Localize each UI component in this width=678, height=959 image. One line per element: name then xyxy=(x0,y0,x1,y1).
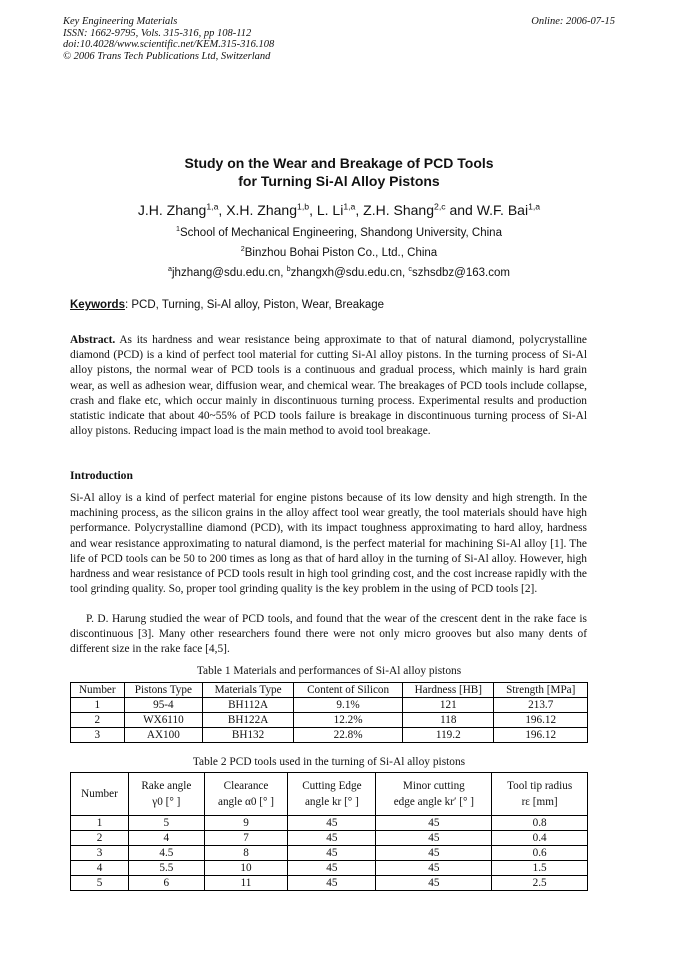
author-affil-sup: 1,b xyxy=(297,201,310,212)
copyright-line: © 2006 Trans Tech Publications Ltd, Switzerland xyxy=(63,50,271,62)
table-row xyxy=(71,846,588,861)
table-cell: 45 xyxy=(288,861,376,876)
author-affil-sup: 2,c xyxy=(434,201,446,212)
table-header-row xyxy=(71,683,588,698)
table-cell: 3 xyxy=(71,728,125,743)
email-sup: a xyxy=(168,265,172,274)
header-line-2: angle α0 [° ] xyxy=(218,796,274,808)
author-name: X.H. Zhang xyxy=(226,202,298,218)
table-cell: 4.5 xyxy=(128,846,204,861)
table-header-cell xyxy=(204,773,288,816)
email-list xyxy=(0,266,678,280)
header-line-1: Rake angle xyxy=(141,780,192,792)
table-cell: 45 xyxy=(376,831,492,846)
author-affil-sup: 1,a xyxy=(343,201,356,212)
table-row xyxy=(71,876,588,891)
table-cell: 45 xyxy=(376,876,492,891)
author-affil-sup: 1,a xyxy=(206,201,219,212)
table-cell: 0.8 xyxy=(492,816,588,831)
author xyxy=(363,202,445,218)
table-cell: 2 xyxy=(71,831,129,846)
table-cell: 2.5 xyxy=(492,876,588,891)
header-line-1: Cutting Edge xyxy=(302,780,362,792)
table-header-cell: Pistons Type xyxy=(124,683,203,698)
email-separator: , xyxy=(402,267,409,279)
table-cell: 1.5 xyxy=(492,861,588,876)
table-cell: 45 xyxy=(376,861,492,876)
email-address[interactable]: szhsdbz@163.com xyxy=(411,267,510,279)
table-cell: 0.6 xyxy=(492,846,588,861)
table-cell: AX100 xyxy=(124,728,203,743)
table-cell: 5 xyxy=(128,816,204,831)
table-cell: BH122A xyxy=(203,713,294,728)
table-header-cell: Hardness [HB] xyxy=(403,683,494,698)
materials-table xyxy=(70,682,588,743)
table-cell: 8 xyxy=(204,846,288,861)
table-cell: 45 xyxy=(288,831,376,846)
pcd-tools-table xyxy=(70,772,588,891)
table-cell: 213.7 xyxy=(494,698,588,713)
table-cell: BH132 xyxy=(203,728,294,743)
table-row xyxy=(71,861,588,876)
keywords-line xyxy=(70,298,384,312)
author-name: Z.H. Shang xyxy=(363,202,434,218)
journal-name: Key Engineering Materials xyxy=(63,16,178,27)
abstract-paragraph xyxy=(70,333,587,439)
author xyxy=(317,202,356,218)
table-header-cell: Number xyxy=(71,683,125,698)
introduction-paragraph-1: Si-Al alloy is a kind of perfect material for engine pistons because of its low density and high strength. In the machining process, as the silicon grains in the alloy affect tool wear greatly, the tool materials should have high performance. Polycrystalline diamond (PCD), with its impact toughness approximating to hard alloy, hardness and wear resistance approximating to natural diamond, is the perfect material for machining Si-Al alloy [1]. The life of PCD tools can be 50 to 200 times as long as that of hard alloy in the turning of Si-Al alloy. However, high hardness and wear resistance of PCD tools result in high tool grinding cost, and the cost increase rapidly with the tool grinding quality. So, proper tool grinding quality is the key problem in the using of PCD tools [2]. xyxy=(70,492,587,596)
author xyxy=(138,202,219,218)
affiliation-sup: 2 xyxy=(240,245,245,254)
table-header-row xyxy=(71,773,588,816)
table-cell: 45 xyxy=(376,816,492,831)
table2-caption: Table 2 PCD tools used in the turning of Si-Al alloy pistons xyxy=(192,756,466,768)
author-separator: , xyxy=(218,202,227,218)
author-separator: and xyxy=(445,202,477,218)
header-line-1: Tool tip radius xyxy=(507,780,573,792)
table-header-cell xyxy=(376,773,492,816)
header-line-2: γ0 [° ] xyxy=(152,796,181,808)
table-cell: WX6110 xyxy=(124,713,203,728)
table-cell: 45 xyxy=(288,846,376,861)
table-cell: 118 xyxy=(403,713,494,728)
affiliation-text: School of Mechanical Engineering, Shandong University, China xyxy=(179,227,502,239)
email-separator: , xyxy=(280,267,287,279)
header-line-1: Number xyxy=(81,788,118,800)
author-list xyxy=(0,201,678,219)
table-header-cell: Strength [MPa] xyxy=(494,683,588,698)
author-separator: , xyxy=(355,202,364,218)
table-cell: 5.5 xyxy=(128,861,204,876)
table-cell: 2 xyxy=(71,713,125,728)
table-cell: 11 xyxy=(204,876,288,891)
table-cell: 119.2 xyxy=(403,728,494,743)
table-row xyxy=(71,831,588,846)
abstract-label: Abstract. xyxy=(70,334,116,346)
table-cell: 1 xyxy=(71,816,129,831)
email-sup: b xyxy=(286,265,291,274)
table-cell: 10 xyxy=(204,861,288,876)
abstract-text: As its hardness and wear resistance being approximate to that of natural diamond, polycrystalline diamond (PCD) is a kind of perfect tool material for cutting Si-Al alloy pistons. In the turning process of Si-Al alloy pistons, the normal wear of PCD tools is a continuous and gradual process, which mainly is hard grain wear, as well as adhesion wear, diffusion wear, and chemical wear. The breakages of PCD tools include collapse, crash and flake etc, which occur mainly in discontinuous turning process. Experimental results and production statistic indicate that about 40~55% of PCD tools failure is breakage in discontinuous turning process of Si-Al alloy pistons. Reducing impact load is the main method to avoid tool breakage. xyxy=(70,334,587,438)
author-name: J.H. Zhang xyxy=(137,202,207,218)
issn-line: ISSN: 1662-9795, Vols. 315-316, pp 108-112 xyxy=(63,27,252,39)
title-line-2: for Turning Si-Al Alloy Pistons xyxy=(238,173,440,189)
table-cell: 6 xyxy=(128,876,204,891)
table-header-cell: Materials Type xyxy=(203,683,294,698)
email-address[interactable]: jhzhang@sdu.edu.cn xyxy=(172,267,281,279)
email-address[interactable]: zhangxh@sdu.edu.cn xyxy=(290,267,403,279)
header-line-1: Minor cutting xyxy=(402,780,465,792)
table-cell: BH112A xyxy=(203,698,294,713)
table-cell: 5 xyxy=(71,876,129,891)
table-cell: 95-4 xyxy=(124,698,203,713)
doi-line: doi:10.4028/www.scientific.net/KEM.315-316.108 xyxy=(63,39,275,51)
online-date: Online: 2006-07-15 xyxy=(531,16,615,27)
header-line-2: edge angle kr′ [° ] xyxy=(393,796,474,808)
introduction-heading: Introduction xyxy=(70,469,133,482)
table-cell: 4 xyxy=(71,861,129,876)
table-cell: 22.8% xyxy=(294,728,403,743)
keywords-text: : PCD, Turning, Si-Al alloy, Piston, Wear, Breakage xyxy=(124,299,385,311)
table-header-cell xyxy=(288,773,376,816)
author-affil-sup: 1,a xyxy=(528,201,541,212)
email-sup: c xyxy=(408,265,412,274)
affiliation-sup: 1 xyxy=(176,225,180,234)
table-cell: 3 xyxy=(71,846,129,861)
keywords-label: Keywords xyxy=(70,299,125,311)
author-separator: , xyxy=(309,202,317,218)
header-line-1: Clearance xyxy=(223,780,269,792)
table-cell: 9.1% xyxy=(294,698,403,713)
journal-header xyxy=(63,16,274,62)
author xyxy=(477,202,540,218)
author-name: W.F. Bai xyxy=(476,202,529,218)
author-name: L. Li xyxy=(316,202,344,218)
table-row xyxy=(71,713,588,728)
table-cell: 45 xyxy=(376,846,492,861)
table-cell: 0.4 xyxy=(492,831,588,846)
table-row xyxy=(71,698,588,713)
table-row xyxy=(71,728,588,743)
table-header-cell: Content of Silicon xyxy=(294,683,403,698)
table-cell: 7 xyxy=(204,831,288,846)
header-line-2: rε [mm] xyxy=(521,796,558,808)
table-header-cell xyxy=(128,773,204,816)
table-cell: 1 xyxy=(71,698,125,713)
affiliation-1 xyxy=(0,226,678,240)
affiliation-2 xyxy=(0,246,678,260)
table1-caption: Table 1 Materials and performances of Si-Al alloy pistons xyxy=(196,665,462,677)
table-cell: 9 xyxy=(204,816,288,831)
table-cell: 45 xyxy=(288,876,376,891)
table-cell: 121 xyxy=(403,698,494,713)
paper-title xyxy=(0,154,678,190)
table-cell: 196.12 xyxy=(494,713,588,728)
table-header-cell xyxy=(71,773,129,816)
table-cell: 196.12 xyxy=(494,728,588,743)
introduction-paragraph-2: P. D. Harung studied the wear of PCD tools, and found that the wear of the crescent dent in the rake face is discontinuous [3]. Many other researchers found there were not only micro grooves but also many dents of different size in the rake face [4,5]. xyxy=(70,613,587,656)
affiliation-text: Binzhou Bohai Piston Co., Ltd., China xyxy=(244,247,438,259)
table-cell: 4 xyxy=(128,831,204,846)
table-cell: 45 xyxy=(288,816,376,831)
table-row xyxy=(71,816,588,831)
table-cell: 12.2% xyxy=(294,713,403,728)
author xyxy=(226,202,309,218)
title-line-1: Study on the Wear and Breakage of PCD Tools xyxy=(184,155,494,171)
header-line-2: angle kr [° ] xyxy=(304,796,359,808)
table-header-cell xyxy=(492,773,588,816)
